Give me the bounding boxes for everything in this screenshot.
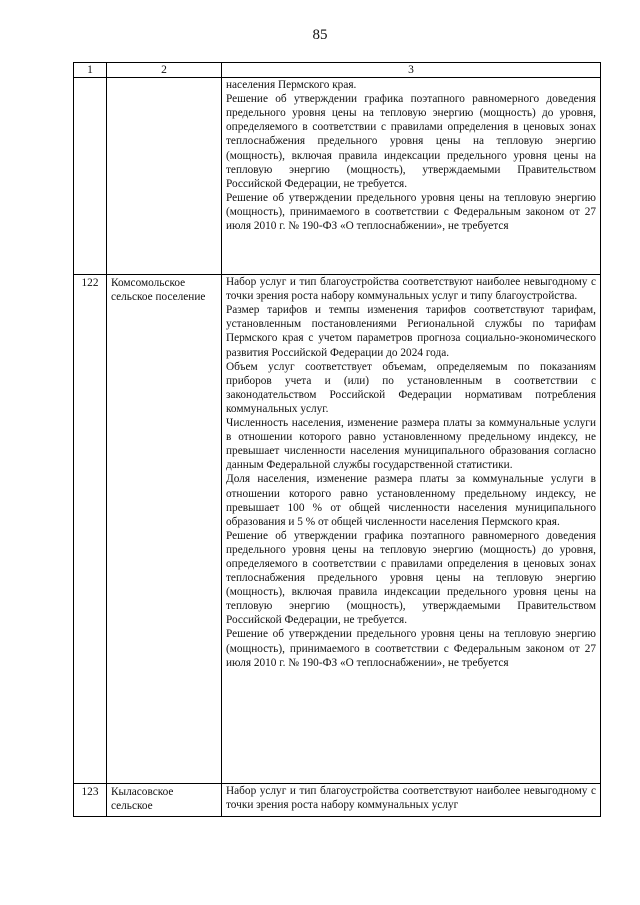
header-col-2: 2 xyxy=(107,63,222,78)
row-number: 122 xyxy=(74,275,107,784)
row-text xyxy=(222,275,601,784)
row-text xyxy=(222,78,601,275)
row-number: 123 xyxy=(74,784,107,817)
settlement-name: Кыласовское сельское xyxy=(107,784,222,817)
table-row xyxy=(74,784,601,817)
paragraph: Численность населения, изменение размера платы за коммунальные услуги в отношении которого равно установленному предельному индексу, не превышает численности населения муниципального образования согласно данным Федеральной службы государственной статистики. xyxy=(226,417,596,472)
paragraph: Решение об утверждении графика поэтапного равномерного доведения предельного уровня цены на тепловую энергию (мощность) до уровня, определяемого в соответствии с правилами определения в ценовых зонах теплоснабжения предельного уровня цены на тепловую энергию (мощность), включая правила индексации предельного уровня цены на тепловую энергию (мощность), утверждаемыми Правительством Российской Федерации, не требуется. xyxy=(226,529,596,627)
paragraph: Доля населения, изменение размера платы за коммунальные услуги в отношении которого равно установленному предельному индексу, не превышает 100 % от общей численности населения муниципального образования и 5 % от общей численности населения Пермского края. xyxy=(226,473,596,528)
paragraph: Решение об утверждении предельного уровня цены на тепловую энергию (мощность), принимаемого в соответствии с Федеральным законом от 27 июля 2010 г. № 190-ФЗ «О теплоснабжении», не требуется xyxy=(226,191,596,233)
row-number xyxy=(74,78,107,275)
table-header-row xyxy=(74,63,601,78)
settlement-name: Комсомольское сельское поселение xyxy=(107,275,222,784)
paragraph: Набор услуг и тип благоустройства соответствуют наиболее невыгодному с точки зрения роста набору коммунальных услуг и типу благоустройства. xyxy=(226,276,596,303)
table-row xyxy=(74,78,601,275)
paragraph: Объем услуг соответствует объемам, определяемым по показаниям приборов учета и (или) по установленным в соответствии с законодательством Российской Федерации нормативам потребления коммунальных услуг. xyxy=(226,360,596,415)
paragraph: Набор услуг и тип благоустройства соответствуют наиболее невыгодному с точки зрения роста набору коммунальных услуг xyxy=(226,785,596,812)
settlement-name xyxy=(107,78,222,275)
header-col-1: 1 xyxy=(74,63,107,78)
paragraph: Решение об утверждении предельного уровня цены на тепловую энергию (мощность), принимаемого в соответствии с Федеральным законом от 27 июля 2010 г. № 190-ФЗ «О теплоснабжении», не требуется xyxy=(226,628,596,669)
document-table xyxy=(73,62,601,817)
paragraph: Размер тарифов и темпы изменения тарифов соответствуют тарифам, установленным постановлениями Региональной службы по тарифам Пермского края с учетом параметров прогноза социально-экономического развития Российской Федерации до 2024 года. xyxy=(226,304,596,359)
page-number: 85 xyxy=(312,27,328,43)
row-text xyxy=(222,784,601,817)
paragraph: населения Пермского края. xyxy=(226,79,357,92)
paragraph: Решение об утверждении графика поэтапного равномерного доведения предельного уровня цены на тепловую энергию (мощность) до уровня, определяемого в соответствии с правилами определения в ценовых зонах теплоснабжения предельного уровня цены на тепловую энергию (мощность), включая правила индексации предельного уровня цены на тепловую энергию (мощность), утверждаемыми Правительством Российской Федерации, не требуется. xyxy=(226,93,596,190)
header-col-3: 3 xyxy=(222,63,601,78)
table-row xyxy=(74,275,601,784)
